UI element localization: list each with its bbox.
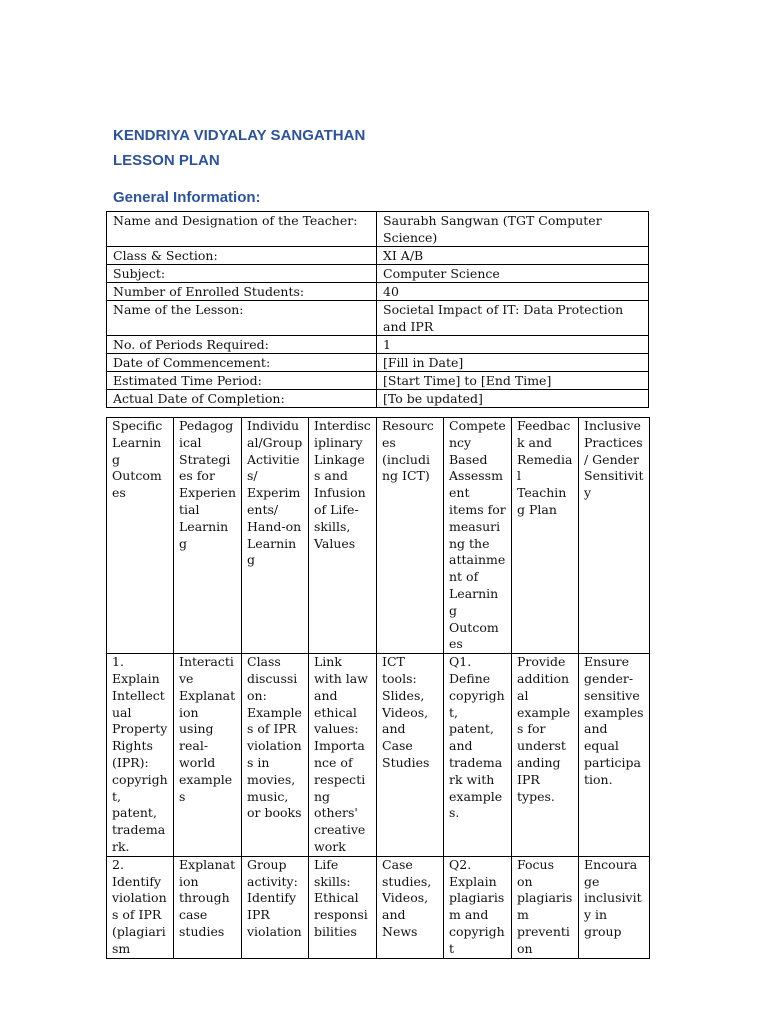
column-header: Inclusive Practices / Gender Sensitivity <box>579 418 650 654</box>
column-header: Individual/Group Activities/ Experiments/ Hand-on Learning <box>242 418 309 654</box>
table-cell: Interactive Explanation using real-world examples <box>174 654 242 857</box>
table-cell: Explanation through case studies <box>174 856 242 958</box>
info-value: Societal Impact of IT: Data Protection and IPR <box>377 301 649 336</box>
info-row <box>107 301 649 336</box>
document-title: LESSON PLAN <box>113 152 220 169</box>
table-cell: ICT tools: Slides, Videos, and Case Studies <box>377 654 444 857</box>
info-value: 40 <box>377 283 649 301</box>
info-value: XI A/B <box>377 247 649 265</box>
info-value: 1 <box>377 336 649 354</box>
info-row <box>107 372 649 390</box>
table-cell: Provide additional examples for understanding IPR types. <box>512 654 579 857</box>
table-cell: Encourage inclusivity in group <box>579 856 650 958</box>
table-cell: Focus on plagiarism prevention <box>512 856 579 958</box>
lesson-plan-table <box>106 417 650 959</box>
info-row <box>107 265 649 283</box>
table-cell: Ensure gender-sensitive examples and equal participation. <box>579 654 650 857</box>
table-row <box>107 856 650 958</box>
table-cell: Q2. Explain plagiarism and copyright <box>444 856 512 958</box>
info-label: Subject: <box>107 265 377 283</box>
info-value: Computer Science <box>377 265 649 283</box>
info-row <box>107 390 649 408</box>
table-cell: Case studies, Videos, and News <box>377 856 444 958</box>
table-row <box>107 654 650 857</box>
info-row <box>107 283 649 301</box>
column-header: Competency Based Assessment items for measuring the attainment of Learning Outcomes <box>444 418 512 654</box>
table-cell: Q1. Define copyright, patent, and trademark with examples. <box>444 654 512 857</box>
table-cell: Life skills: Ethical responsibilities <box>309 856 377 958</box>
info-label: Estimated Time Period: <box>107 372 377 390</box>
column-header: Interdisciplinary Linkages and Infusion of Life-skills, Values <box>309 418 377 654</box>
info-row <box>107 212 649 247</box>
table-cell: Link with law and ethical values: Importance of respecting others' creative work <box>309 654 377 857</box>
info-label: Name of the Lesson: <box>107 301 377 336</box>
table-header-row <box>107 418 650 654</box>
column-header: Feedback and Remedial Teaching Plan <box>512 418 579 654</box>
section-heading: General Information: <box>113 189 261 206</box>
info-label: Number of Enrolled Students: <box>107 283 377 301</box>
info-value: [To be updated] <box>377 390 649 408</box>
info-row <box>107 247 649 265</box>
info-row <box>107 354 649 372</box>
info-value: [Start Time] to [End Time] <box>377 372 649 390</box>
info-row <box>107 336 649 354</box>
column-header: Pedagogical Strategies for Experiential Learning <box>174 418 242 654</box>
info-value: Saurabh Sangwan (TGT Computer Science) <box>377 212 649 247</box>
info-label: Name and Designation of the Teacher: <box>107 212 377 247</box>
table-cell: 1. Explain Intellectual Property Rights (IPR): copyright, patent, trademark. <box>107 654 174 857</box>
table-cell: 2. Identify violations of IPR (plagiarism <box>107 856 174 958</box>
table-cell: Class discussion: Examples of IPR violations in movies, music, or books <box>242 654 309 857</box>
info-label: No. of Periods Required: <box>107 336 377 354</box>
info-label: Actual Date of Completion: <box>107 390 377 408</box>
column-header: Specific Learning Outcomes <box>107 418 174 654</box>
column-header: Resources (including ICT) <box>377 418 444 654</box>
organization-title: KENDRIYA VIDYALAY SANGATHAN <box>113 127 366 144</box>
info-label: Date of Commencement: <box>107 354 377 372</box>
info-value: [Fill in Date] <box>377 354 649 372</box>
general-info-table <box>106 211 649 408</box>
table-cell: Group activity: Identify IPR violation <box>242 856 309 958</box>
info-label: Class & Section: <box>107 247 377 265</box>
